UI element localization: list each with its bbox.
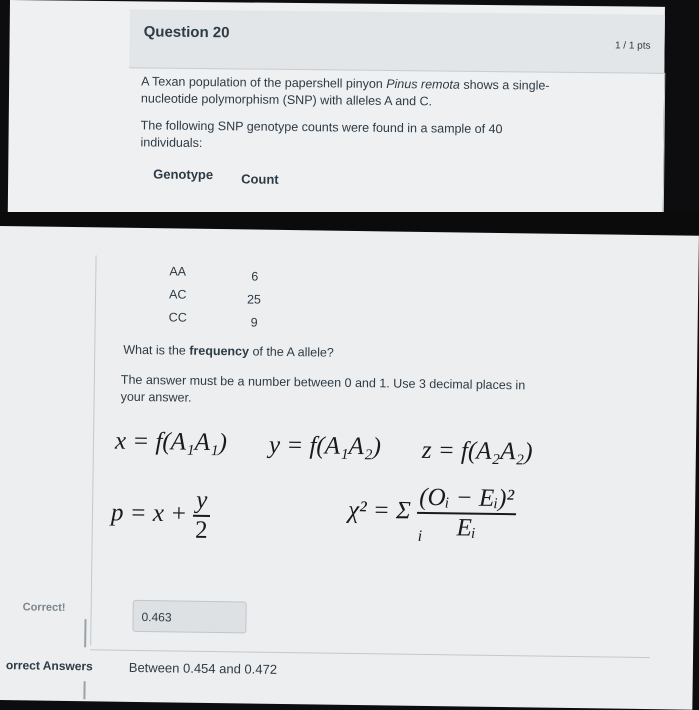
prompt-part: What is the [123, 342, 190, 358]
correct-label: Correct! [22, 601, 66, 614]
answer-indicator [83, 681, 85, 699]
user-answer-field[interactable]: 0.463 [132, 600, 246, 634]
fraction-numerator: y [193, 487, 210, 517]
question-text-line2: nucleotide polymorphism (SNP) with alleles A and C. [140, 91, 433, 109]
formula-y: y = f(A₁A₂) [268, 431, 382, 461]
formula-z: z = f(A₂A₂) [421, 436, 533, 466]
correct-answers-label: orrect Answers [5, 658, 93, 674]
question-panel-top [8, 0, 665, 219]
formula-chi-square [348, 483, 517, 543]
formula-p-fraction [193, 487, 210, 545]
sum-subscript: i [417, 527, 423, 545]
answer-indicator [84, 619, 86, 647]
instruction-line1: The answer must be a number between 0 and 1. Use 3 decimal places in [120, 372, 526, 393]
question-text-part: shows a single- [459, 77, 550, 93]
question-text-line4: individuals: [140, 135, 203, 151]
instruction-line2: your answer. [120, 389, 192, 405]
correct-answer-text: Between 0.454 and 0.472 [128, 659, 278, 677]
count-cell: 9 [250, 315, 258, 330]
prompt-part: of the A allele? [248, 344, 334, 360]
question-panel-bottom [0, 226, 699, 710]
question-body [128, 67, 666, 223]
content-border [90, 255, 96, 645]
count-cell: 6 [251, 269, 259, 284]
divider [90, 649, 650, 658]
prompt-bold: frequency [189, 343, 250, 359]
fraction-denominator: Eᵢ [456, 514, 477, 542]
formula-p [111, 486, 211, 545]
genotype-cell: AA [169, 264, 187, 279]
genotype-cell: AC [168, 287, 187, 302]
count-cell: 25 [246, 292, 262, 307]
fraction-denominator: 2 [194, 516, 208, 544]
table-header-genotype: Genotype [153, 166, 214, 183]
question-header [129, 9, 665, 74]
fraction-numerator: (Oᵢ − Eᵢ)² [417, 484, 516, 515]
question-text-line3: The following SNP genotype counts were found in a sample of 40 [140, 118, 503, 137]
prompt-text [123, 343, 334, 360]
table-header-count: Count [241, 171, 279, 187]
species-name: Pinus remota [386, 76, 460, 92]
question-title: Question 20 [143, 23, 230, 42]
formula-chi-lhs: χ² = Σ [347, 496, 411, 525]
genotype-cell: CC [168, 310, 187, 325]
formula-x: x = f(A₁A₁) [114, 427, 228, 457]
formula-chi-fraction [417, 484, 517, 543]
formula-p-lhs: p = x + [110, 499, 188, 528]
question-text-part: A Texan population of the papershell pinyon [141, 74, 387, 91]
question-points: 1 / 1 pts [614, 40, 651, 52]
